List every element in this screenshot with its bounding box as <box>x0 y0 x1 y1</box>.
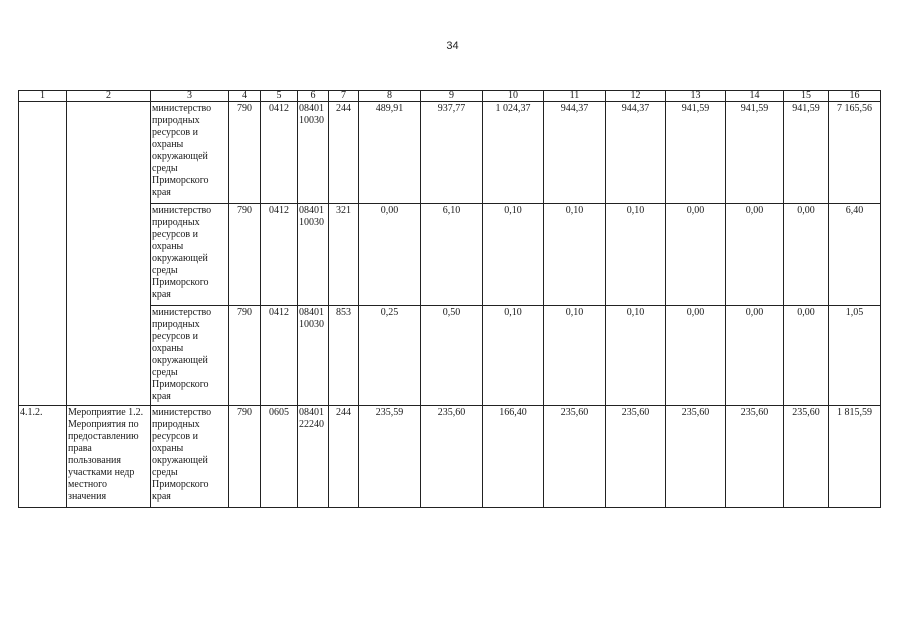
table-cell-col-11: 0,10 <box>544 204 606 306</box>
table-cell-col-3: министерство природных ресурсов и охраны окружающей среды Приморского края <box>151 102 229 204</box>
table-header-row <box>19 91 881 102</box>
table-cell-col-12: 0,10 <box>606 204 666 306</box>
table-cell-col-4: 790 <box>229 102 261 204</box>
table-cell-col-12: 235,60 <box>606 406 666 508</box>
table-cell-col-11: 235,60 <box>544 406 606 508</box>
table-cell-col-13: 0,00 <box>666 204 726 306</box>
table-cell-col-1 <box>19 102 67 406</box>
header-cell-col-16: 16 <box>829 91 881 102</box>
header-cell-col-15: 15 <box>784 91 829 102</box>
table-cell-col-1: 4.1.2. <box>19 406 67 508</box>
table-cell-col-16: 6,40 <box>829 204 881 306</box>
table-cell-col-4: 790 <box>229 306 261 406</box>
header-cell-col-2: 2 <box>67 91 151 102</box>
budget-table <box>18 90 881 508</box>
header-cell-col-7: 7 <box>329 91 359 102</box>
table-cell-col-11: 944,37 <box>544 102 606 204</box>
table-cell-col-4: 790 <box>229 204 261 306</box>
table-cell-col-9: 235,60 <box>421 406 483 508</box>
table-cell-col-10: 0,10 <box>483 204 544 306</box>
header-cell-col-13: 13 <box>666 91 726 102</box>
table-cell-col-14: 0,00 <box>726 204 784 306</box>
table-cell-col-11: 0,10 <box>544 306 606 406</box>
table-cell-col-6: 08401 10030 <box>298 102 329 204</box>
header-cell-col-8: 8 <box>359 91 421 102</box>
table-cell-col-16: 1 815,59 <box>829 406 881 508</box>
table-row <box>19 102 881 204</box>
table-cell-col-16: 1,05 <box>829 306 881 406</box>
table-cell-col-10: 166,40 <box>483 406 544 508</box>
header-cell-col-10: 10 <box>483 91 544 102</box>
table-cell-col-5: 0412 <box>261 306 298 406</box>
table-cell-col-6: 08401 10030 <box>298 306 329 406</box>
table-cell-col-14: 235,60 <box>726 406 784 508</box>
table-cell-col-12: 0,10 <box>606 306 666 406</box>
table-cell-col-8: 0,25 <box>359 306 421 406</box>
table-cell-col-6: 08401 10030 <box>298 204 329 306</box>
table-cell-col-2: Мероприятие 1.2. Мероприятия по предоставлению права пользования участками недр местного значения <box>67 406 151 508</box>
table-cell-col-13: 0,00 <box>666 306 726 406</box>
table-cell-col-3: министерство природных ресурсов и охраны окружающей среды Приморского края <box>151 204 229 306</box>
table-cell-col-10: 1 024,37 <box>483 102 544 204</box>
header-cell-col-5: 5 <box>261 91 298 102</box>
table-cell-col-15: 0,00 <box>784 204 829 306</box>
table-cell-col-9: 0,50 <box>421 306 483 406</box>
table-cell-col-3: министерство природных ресурсов и охраны окружающей среды Приморского края <box>151 306 229 406</box>
header-cell-col-9: 9 <box>421 91 483 102</box>
table-cell-col-6: 08401 22240 <box>298 406 329 508</box>
page-number: 34 <box>446 40 459 52</box>
table-cell-col-14: 0,00 <box>726 306 784 406</box>
table-cell-col-5: 0412 <box>261 204 298 306</box>
table-cell-col-4: 790 <box>229 406 261 508</box>
table-cell-col-7: 244 <box>329 102 359 204</box>
table-cell-col-8: 0,00 <box>359 204 421 306</box>
table-cell-col-15: 235,60 <box>784 406 829 508</box>
table-cell-col-13: 235,60 <box>666 406 726 508</box>
header-cell-col-3: 3 <box>151 91 229 102</box>
header-cell-col-12: 12 <box>606 91 666 102</box>
table-cell-col-7: 244 <box>329 406 359 508</box>
table-cell-col-13: 941,59 <box>666 102 726 204</box>
table-cell-col-10: 0,10 <box>483 306 544 406</box>
header-cell-col-4: 4 <box>229 91 261 102</box>
table-cell-col-16: 7 165,56 <box>829 102 881 204</box>
table-cell-col-12: 944,37 <box>606 102 666 204</box>
header-cell-col-1: 1 <box>19 91 67 102</box>
table-cell-col-9: 6,10 <box>421 204 483 306</box>
table-cell-col-7: 321 <box>329 204 359 306</box>
table-cell-col-5: 0412 <box>261 102 298 204</box>
header-cell-col-6: 6 <box>298 91 329 102</box>
table-cell-col-9: 937,77 <box>421 102 483 204</box>
table-cell-col-7: 853 <box>329 306 359 406</box>
table-cell-col-2 <box>67 102 151 406</box>
table-cell-col-8: 489,91 <box>359 102 421 204</box>
table-cell-col-8: 235,59 <box>359 406 421 508</box>
header-cell-col-14: 14 <box>726 91 784 102</box>
header-cell-col-11: 11 <box>544 91 606 102</box>
table-cell-col-5: 0605 <box>261 406 298 508</box>
table-cell-col-15: 941,59 <box>784 102 829 204</box>
table-cell-col-14: 941,59 <box>726 102 784 204</box>
table-row <box>19 406 881 508</box>
table-cell-col-15: 0,00 <box>784 306 829 406</box>
table-cell-col-3: министерство природных ресурсов и охраны окружающей среды Приморского края <box>151 406 229 508</box>
